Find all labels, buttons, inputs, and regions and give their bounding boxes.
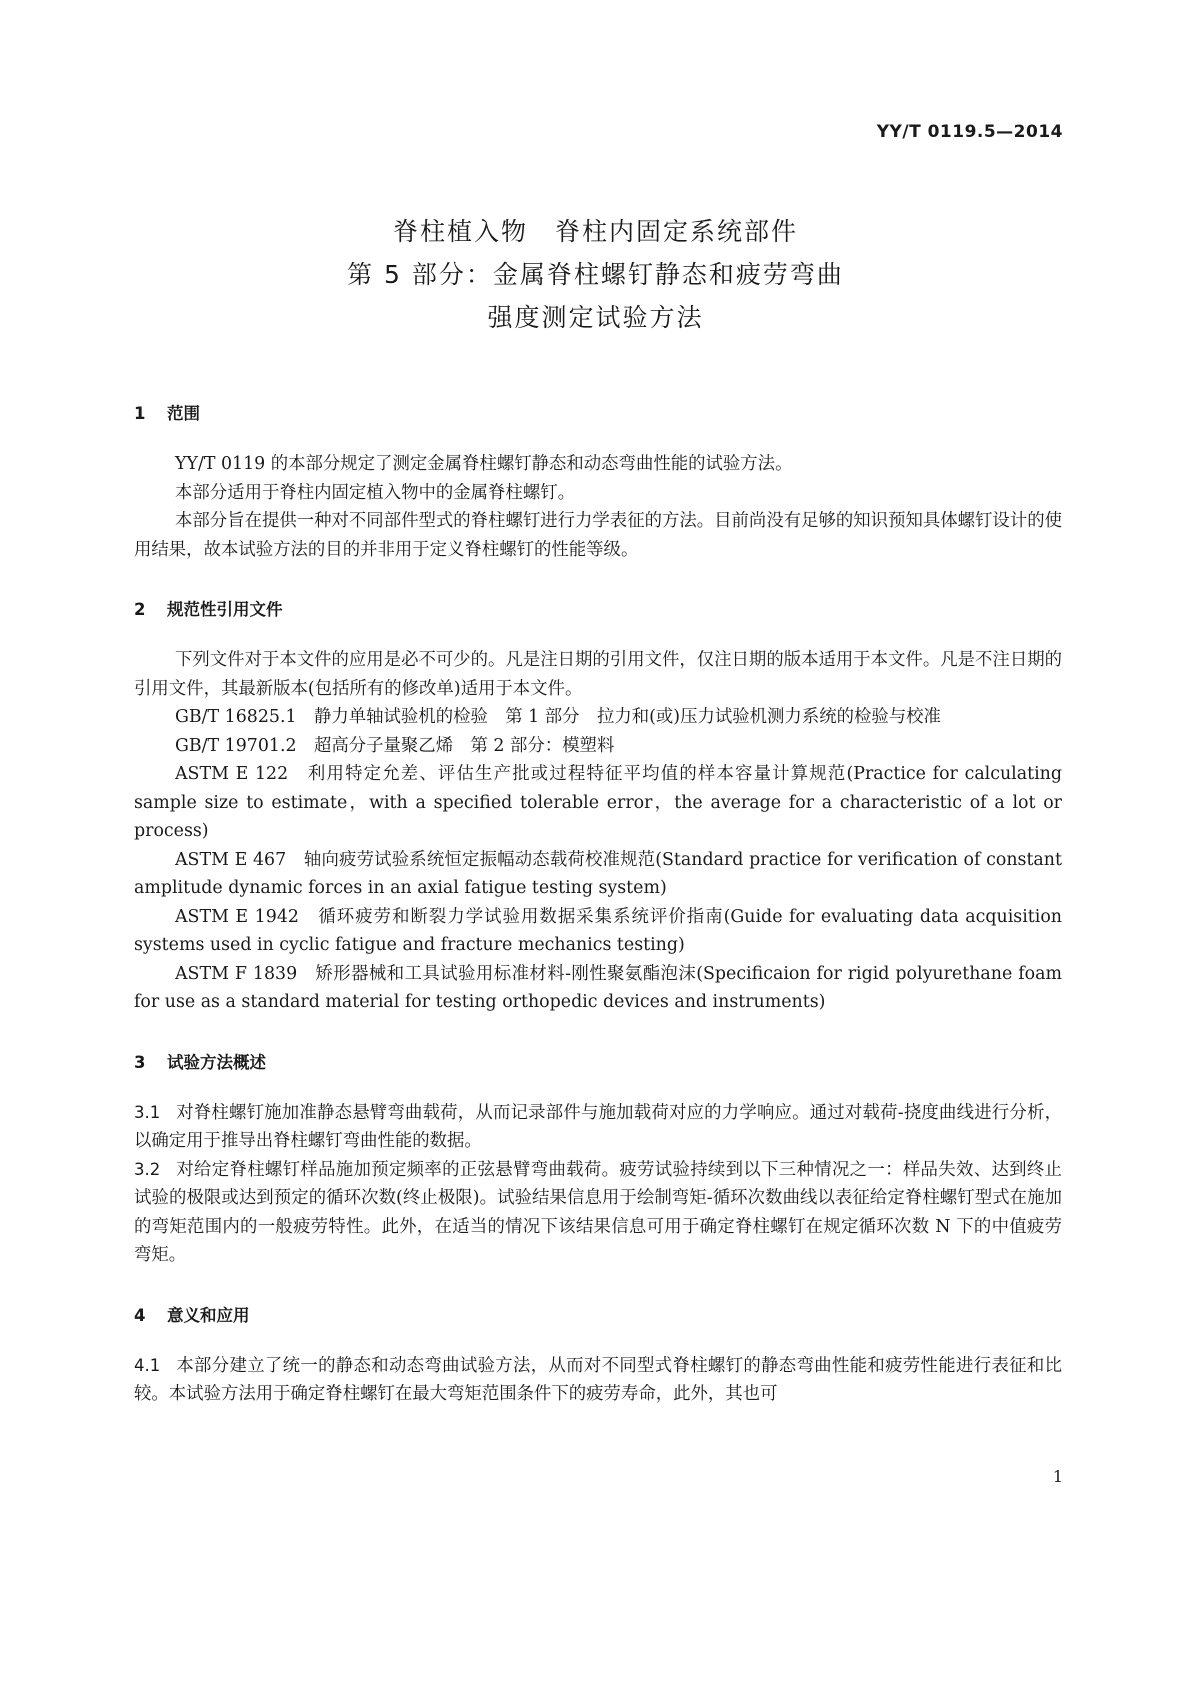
section-heading-significance: [134, 1302, 1062, 1330]
section-number: 4: [134, 1305, 146, 1325]
title-line-3: 强度测定试验方法: [487, 303, 704, 332]
clause-text: 对脊柱螺钉施加准静态悬臂弯曲载荷，从而记录部件与施加载荷对应的力学响应。通过对载荷-挠度曲线进行分析，以确定用于推导出脊柱螺钉弯曲性能的数据。: [134, 1102, 1062, 1151]
clause-text: 本部分建立了统一的静态和动态弯曲试验方法，从而对不同型式脊柱螺钉的静态弯曲性能和疲劳性能进行表征和比较。本试验方法用于确定脊柱螺钉在最大弯矩范围条件下的疲劳寿命，此外，其也可: [134, 1355, 1062, 1404]
clause: [134, 1352, 1062, 1409]
clause: [134, 1099, 1062, 1156]
section-number: 1: [134, 404, 146, 423]
clause-number: 3.2: [134, 1159, 161, 1179]
reference-item: ASTM E 1942 循环疲劳和断裂力学试验用数据采集系统评价指南(Guide for evaluating data acquisition systems used in cyclic fatigue and fracture mechanics testing): [134, 906, 1062, 955]
clause-text: 对给定脊柱螺钉样品施加预定频率的正弦悬臂弯曲载荷。疲劳试验持续到以下三种情况之一：样品失效、达到终止试验的极限或达到预定的循环次数(终止极限)。试验结果信息用于绘制弯矩-循环次数曲线以表征给定脊柱螺钉型式在施加的弯矩范围内的一般疲劳特性。此外，在适当的情况下该结果信息可用于确定脊柱螺钉在规定循环次数 N 下的中值疲劳弯矩。: [134, 1159, 1062, 1265]
reference-item: ASTM F 1839 矫形器械和工具试验用标准材料-刚性聚氨酯泡沫(Specificaion for rigid polyurethane foam for use as a standard material for testing orthopedic devices and instruments): [134, 963, 1062, 1012]
reference-item: GB/T 16825.1 静力单轴试验机的检验 第 1 部分 拉力和(或)压力试验机测力系统的检验与校准: [175, 707, 941, 727]
standard-code: YY/T 0119.5—2014: [876, 122, 1063, 142]
reference-item: GB/T 19701.2 超高分子量聚乙烯 第 2 部分：模塑料: [175, 735, 615, 756]
clause: [134, 1156, 1062, 1270]
section-heading-normative-references: [134, 596, 1062, 624]
page-number: 1: [1052, 1467, 1063, 1486]
reference-item: ASTM E 122 利用特定允差、评估生产批或过程特征平均值的样本容量计算规范(Practice for calculating sample size to estimate，with a specified tolerable error，the average for a characteristic of a lot or process): [134, 764, 1062, 841]
section-title: 试验方法概述: [167, 1052, 266, 1072]
clause-number: 3.1: [134, 1102, 161, 1122]
title-line-2: 第 5 部分：金属脊柱螺钉静态和疲劳弯曲: [347, 260, 844, 289]
section-heading-method-summary: [134, 1049, 1062, 1077]
section-title: 范围: [167, 404, 200, 423]
document-body: [134, 400, 1062, 1409]
clause-number: 4.1: [134, 1355, 161, 1375]
paragraph: 下列文件对于本文件的应用是必不可少的。凡是注日期的引用文件，仅注日期的版本适用于本文件。凡是不注日期的引用文件，其最新版本(包括所有的修改单)适用于本文件。: [134, 650, 1062, 699]
title-line-1: 脊柱植入物 脊柱内固定系统部件: [392, 217, 798, 246]
section-title: 规范性引用文件: [167, 600, 283, 619]
paragraph: YY/T 0119 的本部分规定了测定金属脊柱螺钉静态和动态弯曲性能的试验方法。: [175, 454, 793, 474]
section-number: 3: [134, 1052, 146, 1072]
document-title: [0, 210, 1191, 339]
paragraph: 本部分适用于脊柱内固定植入物中的金属脊柱螺钉。: [175, 482, 575, 503]
reference-item: ASTM E 467 轴向疲劳试验系统恒定振幅动态载荷校准规范(Standard practice for verification of constant amplitude dynamic forces in an axial fatigue testing system): [134, 849, 1062, 898]
paragraph: 本部分旨在提供一种对不同部件型式的脊柱螺钉进行力学表征的方法。目前尚没有足够的知识预知具体螺钉设计的使用结果，故本试验方法的目的并非用于定义脊柱螺钉的性能等级。: [134, 511, 1062, 560]
section-heading-scope: [134, 400, 1062, 428]
section-title: 意义和应用: [167, 1305, 250, 1325]
section-number: 2: [134, 600, 146, 619]
